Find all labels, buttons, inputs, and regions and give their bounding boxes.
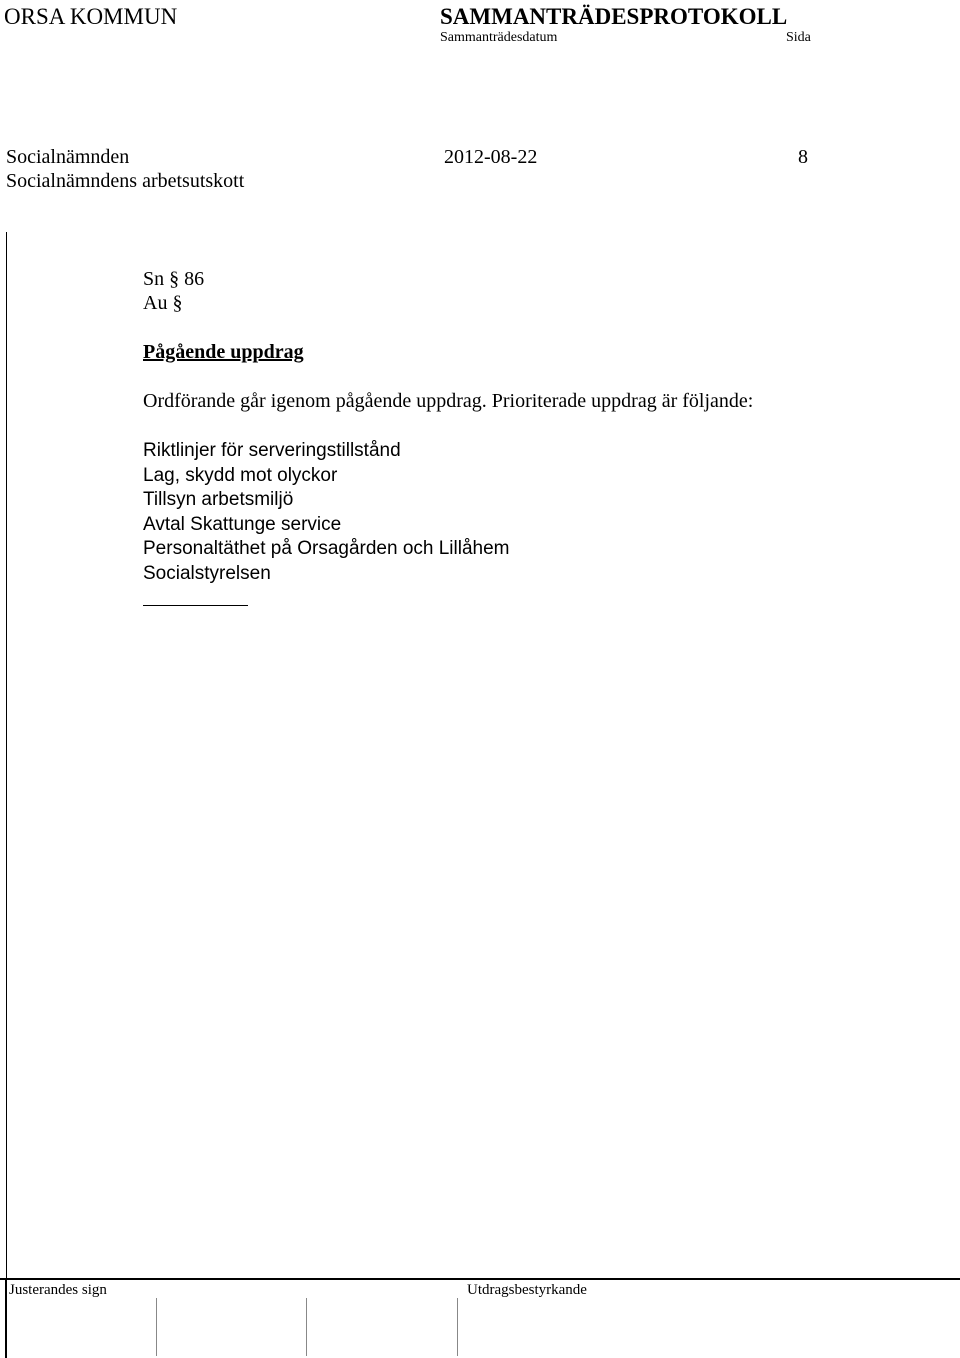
signature-label: Justerandes sign [9, 1282, 107, 1298]
assignment-list [143, 439, 510, 586]
list-item: Riktlinjer för serveringstillstånd [143, 440, 401, 461]
signature-box-divider [306, 1298, 307, 1356]
meeting-date-label: Sammanträdesdatum [440, 30, 558, 45]
list-item: Socialstyrelsen [143, 562, 271, 584]
page-label: Sida [786, 30, 811, 45]
document-title: SAMMANTRÄDESPROTOKOLL [440, 4, 788, 29]
intro-text: Ordförande går igenom pågående uppdrag. Prioriterade uppdrag är följande: [143, 390, 754, 412]
signature-box-divider [156, 1298, 157, 1356]
list-item: Personaltäthet på Orsagården och Lillåhem [143, 538, 510, 559]
page-number: 8 [798, 146, 808, 168]
list-item: Lag, skydd mot olyckor [143, 464, 338, 486]
meeting-date: 2012-08-22 [444, 146, 538, 168]
footer-left-border [5, 1278, 6, 1358]
list-item: Avtal Skattunge service [143, 513, 342, 535]
sn-paragraph-ref: Sn § 86 [143, 268, 205, 290]
footer-rule [0, 1278, 960, 1280]
extract-label: Utdragsbestyrkande [467, 1282, 587, 1298]
committee-name: Socialnämndens arbetsutskott [6, 170, 245, 192]
section-heading: Pågående uppdrag [143, 341, 304, 363]
section-end-rule [143, 605, 248, 606]
board-name: Socialnämnden [6, 146, 130, 168]
left-margin-line [6, 232, 7, 1358]
organization-name: ORSA KOMMUN [4, 4, 178, 29]
list-item: Tillsyn arbetsmiljö [143, 489, 294, 510]
au-paragraph-ref: Au § [143, 292, 183, 314]
signature-box-divider [457, 1298, 458, 1356]
